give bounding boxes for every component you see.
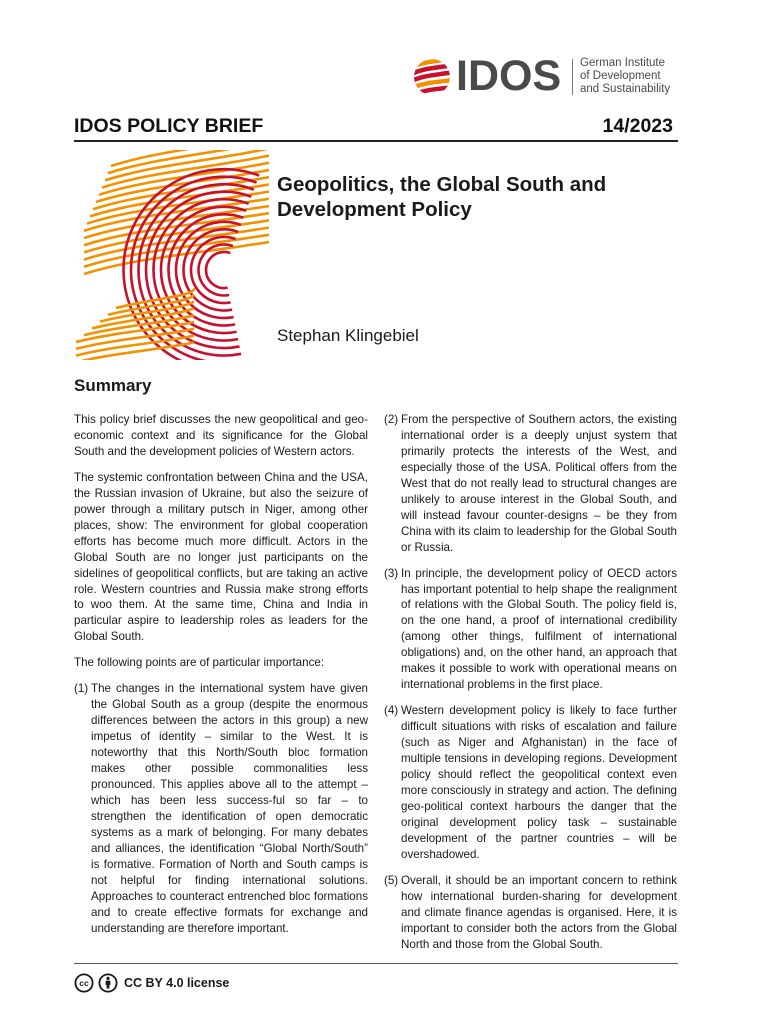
header-rule xyxy=(74,140,678,142)
logo-subtitle xyxy=(580,57,670,96)
summary-heading: Summary xyxy=(74,376,152,395)
list-item-number: (1) xyxy=(74,682,89,696)
logo-divider xyxy=(572,59,573,95)
list-item xyxy=(74,681,368,936)
by-attribution-icon xyxy=(98,973,118,993)
list-item-number: (4) xyxy=(384,704,399,718)
list-item xyxy=(384,566,677,694)
list-item-text: The changes in the international system have given the Global South as a group (despite the enormous differences between the actors in this group) a new impetus of identity – similar to the West. It is noteworthy that this North/South bloc formation makes other possible commonalities less pronounced. This applies above all to the attempt – which has been less success-ful so far – to strengthen the identification of open democratic systems as a mark of belonging. For many debates and alliances, the identification “Global North/South” is formative. Formation of North and South camps is not helpful for finding international solutions. Approaches to counteract entrenched bloc formations and to create effective formats for exchange and understanding are therefore important. xyxy=(91,682,368,935)
red-ring-arc xyxy=(199,270,230,296)
series-name: IDOS POLICY BRIEF xyxy=(74,115,264,137)
svg-text:cc: cc xyxy=(79,978,89,989)
list-item-text: From the perspective of Southern actors, the existing international order is a deeply unjust system that primarily protects the interests of the West, and especially those of the USA. Political offers from the West that do not really lead to structural changes are unlikely to arouse interest in the Global South, and will instead favour counter-designs – be they from China with its claim to leadership for the Global South or Russia. xyxy=(401,413,677,554)
paragraph: The following points are of particular importance: xyxy=(74,656,325,670)
idos-logo xyxy=(412,52,678,100)
red-ring-arc xyxy=(206,252,230,270)
list-item xyxy=(384,703,677,863)
document-title: Geopolitics, the Global South and Development Policy xyxy=(277,173,607,221)
license-badge xyxy=(74,973,229,993)
red-ring-arc xyxy=(206,270,228,288)
footer-rule xyxy=(74,963,678,964)
list-item xyxy=(384,412,677,556)
idos-stripe-mark-icon xyxy=(412,58,452,96)
red-ring-arc xyxy=(191,270,231,303)
list-item-text: Overall, it should be an important concern to rethink how international burden-sharing for development and climate finance agendas is organised. Here, it is important to consider both the actors from the Global North and those from the Global South. xyxy=(401,873,677,951)
right-column xyxy=(384,412,677,963)
paragraph: This policy brief discusses the new geopolitical and geo-economic context and its significance for the Global South and the development policies of Western actors. xyxy=(74,413,368,458)
list-item-number: (3) xyxy=(384,566,399,580)
list-item-number: (5) xyxy=(384,873,399,887)
paragraph: The systemic confrontation between China and the USA, the Russian invasion of Ukraine, but also the seizure of power through a military putsch in Niger, among other places, show: The environment for global cooperation efforts has become much more difficult. Actors in the Global South are no longer just participants on the sidelines of geopolitical conflicts, but are taking an active role. Western countries and Russia make strong efforts to woo them. At the same time, China and India in particular aspire to leadership roles as leaders for the Global South. xyxy=(74,470,368,644)
logo-wordmark: IDOS xyxy=(456,52,562,100)
red-ring-arc xyxy=(154,270,239,341)
list-item-text: Western development policy is likely to face further difficult situations with risks of escalation and failure (such as Niger and Afghanistan) in the face of multiple tensions in developing regions. Development policy should reflect the geopolitical context even more consciously in strategy and action. The defining geo-political context harbours the danger that the original development policy task – sustainable development of the partner countries – will be overshadowed. xyxy=(401,704,677,861)
cover-artwork xyxy=(74,150,269,360)
list-item-text: In principle, the development policy of OECD actors has important potential to help shape the realignment of relations with the Global South. The policy field is, on the one hand, a proof of international credibility (among other things, fulfilment of international obligations) and, on the other hand, an approach that makes it possible to work with operational means on international problems in the first place. xyxy=(401,566,677,692)
orange-wave-lines xyxy=(84,150,269,274)
author-name: Stephan Klingebiel xyxy=(277,326,419,345)
issue-number: 14/2023 xyxy=(602,115,673,137)
list-item xyxy=(384,873,677,953)
left-column xyxy=(74,412,368,947)
license-text: CC BY 4.0 license xyxy=(124,976,230,990)
logo-subtitle-line: of Development xyxy=(580,70,661,82)
logo-subtitle-line: German Institute xyxy=(580,57,666,69)
cc-icon xyxy=(74,973,94,993)
list-item-number: (2) xyxy=(384,413,399,426)
logo-subtitle-line: and Sustainability xyxy=(580,83,671,95)
